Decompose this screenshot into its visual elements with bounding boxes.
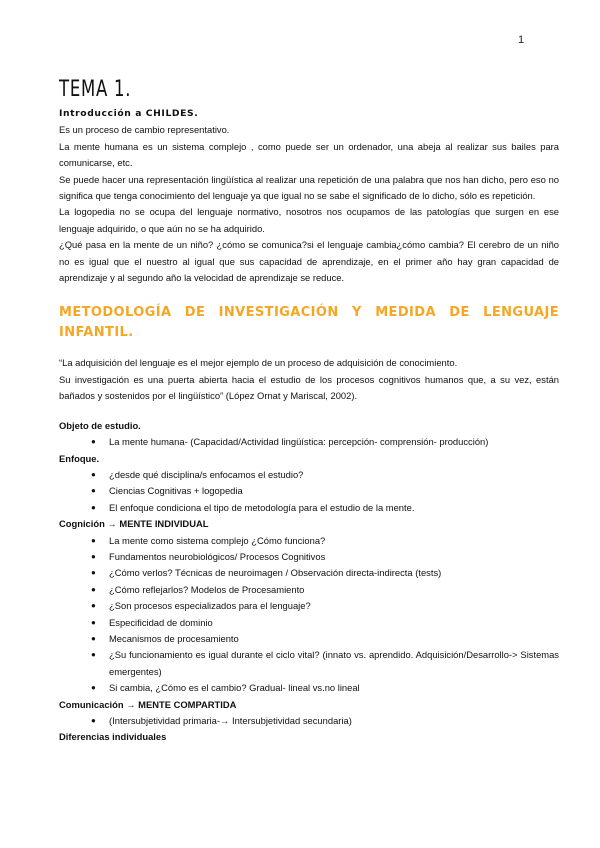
intro-heading: Introducción a CHILDES.: [59, 108, 199, 119]
intro-paragraph-4: La logopedia no se ocupa del lenguaje normativo, nosotros nos ocupamos de las patologías que surgen en ese lenguaje adquirido, o que aún no se ha adquirido.: [59, 206, 559, 234]
list-item: ● Si cambia, ¿Cómo es el cambio? Gradual- lineal vs.no lineal: [59, 680, 559, 696]
comunicacion-section: [59, 697, 559, 730]
list-item: ● ¿Cómo reflejarlos? Modelos de Procesamiento: [59, 582, 559, 598]
cognicion-label: Cognición → MENTE INDIVIDUAL: [59, 518, 209, 530]
page-number: 1: [518, 34, 525, 46]
intro-paragraph-3: Se puede hacer una representación lingüística al realizar una repetición de una palabra que nos han dicho, pero eso no significa que tenga conocimiento del lenguaje ya que igual no se sabe el significado de lo dicho, sólo es repetición.: [59, 173, 559, 202]
list-item: ● ¿Cómo verlos? Técnicas de neuroimagen / Observación directa-indirecta (tests): [59, 565, 559, 581]
list-item: ● ¿Son procesos especializados para el lenguaje?: [59, 598, 559, 614]
objeto-label: Objeto de estudio.: [59, 419, 141, 431]
diferencias-label: Diferencias individuales: [59, 731, 167, 743]
quote-line-1: “La adquisición del lenguaje es el mejor ejemplo de un proceso de adquisición de conocimiento.: [59, 357, 458, 369]
cognicion-section: [59, 516, 559, 696]
list-item: ● Mecanismos de procesamiento: [59, 631, 559, 647]
document-body: [59, 74, 559, 746]
enfoque-section: [59, 451, 559, 517]
list-item: ● Fundamentos neurobiológicos/ Procesos Cognitivos: [59, 549, 559, 565]
enfoque-list: [59, 467, 559, 516]
list-item: ● Ciencias Cognitivas + logopedia: [59, 483, 559, 499]
list-item: ● (Intersubjetividad primaria-→ Intersubjetividad secundaria): [59, 713, 559, 729]
objeto-list: [59, 434, 559, 450]
intro-paragraph-5: ¿Qué pasa en la mente de un niño? ¿cómo se comunica?si el lenguaje cambia¿cómo cambia? El cerebro de un niño no es igual que el nuestro al igual que sus capacidad de aprendizaje, en el primer año hay gran capacidad de aprendizaje y al segundo año la velocidad de aprendizaje se reduce.: [59, 239, 559, 284]
list-item: ● La mente como sistema complejo ¿Cómo funciona?: [59, 533, 559, 549]
list-item: ● ¿desde qué disciplina/s enfocamos el estudio?: [59, 467, 559, 483]
comunicacion-list: [59, 713, 559, 729]
list-item: ● El enfoque condiciona el tipo de metodología para el estudio de la mente.: [59, 500, 559, 516]
page-title: TEMA 1.: [59, 77, 132, 102]
quote-line-2: Su investigación es una puerta abierta hacia el estudio de los procesos cognitivos humanos que, a su vez, están bañados y sostenidos por el lingüístico” (López Ornat y Mariscal, 2002).: [59, 373, 559, 402]
list-item: ● La mente humana- (Capacidad/Actividad lingüística: percepción- comprensión- producción): [59, 434, 559, 450]
list-item: ● ¿Su funcionamiento es igual durante el ciclo vital? (innato vs. aprendido. Adquisición/Desarrollo-> Sistemas emergentes): [59, 647, 559, 680]
section-heading: METODOLOGÍA DE INVESTIGACIÓN Y MEDIDA DE LENGUAJE INFANTIL.: [59, 305, 559, 341]
list-item: ● Especificidad de dominio: [59, 615, 559, 631]
cognicion-list: [59, 533, 559, 697]
enfoque-label: Enfoque.: [59, 452, 100, 464]
comunicacion-label: Comunicación → MENTE COMPARTIDA: [59, 698, 237, 710]
intro-paragraph-1: Es un proceso de cambio representativo.: [59, 124, 230, 136]
intro-paragraph-2: La mente humana es un sistema complejo , como puede ser un ordenador, una abeja al realizar sus bailes para comunicarse, etc.: [59, 140, 559, 169]
objeto-section: [59, 418, 559, 451]
